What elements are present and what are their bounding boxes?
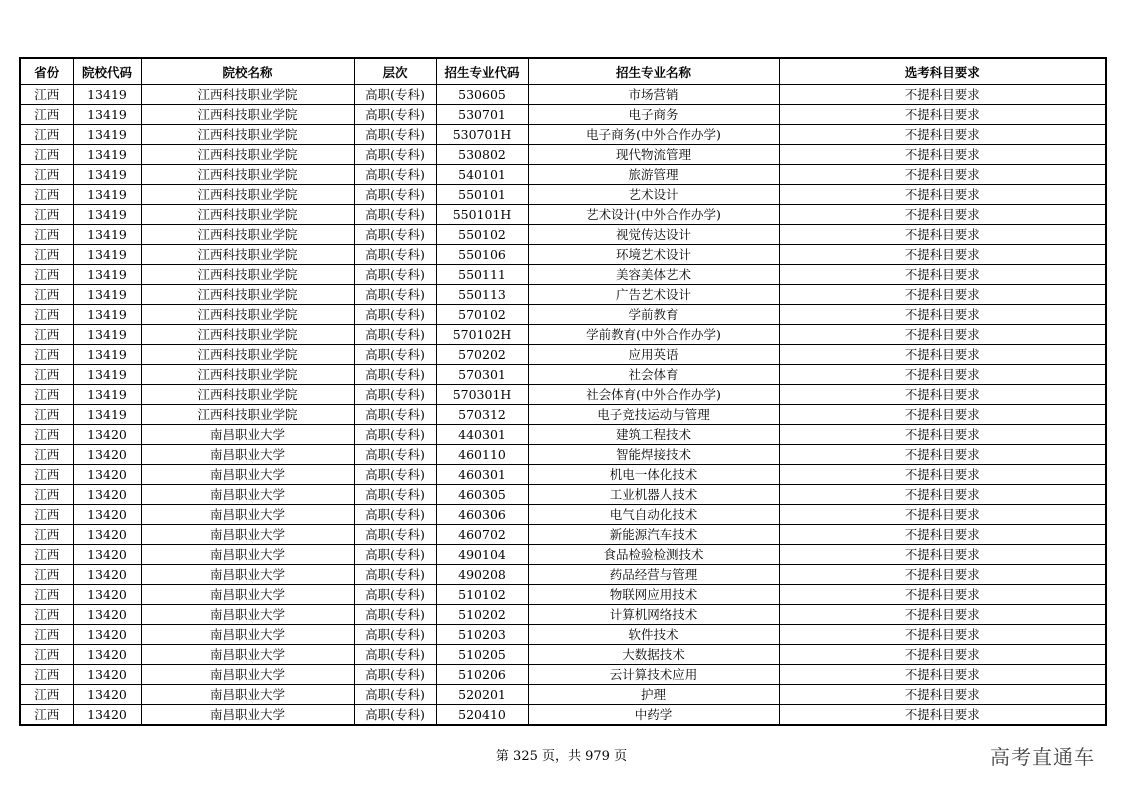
- page-number: 第 325 页，共 979 页: [495, 749, 628, 764]
- cell-school-name: 江西科技职业学院: [141, 245, 354, 265]
- cell-major-code: 550101H: [436, 205, 528, 225]
- table-row: [20, 605, 1106, 625]
- cell-school-code: 13420: [73, 525, 141, 545]
- table-row: [20, 165, 1106, 185]
- cell-major-code: 460110: [436, 445, 528, 465]
- cell-province: 江西: [20, 465, 73, 485]
- cell-province: 江西: [20, 485, 73, 505]
- cell-level: 高职(专科): [354, 565, 436, 585]
- cell-major-name: 中药学: [528, 705, 779, 726]
- cell-major-code: 550101: [436, 185, 528, 205]
- cell-subject-requirement: 不提科目要求: [779, 285, 1106, 305]
- header-province: 省份: [20, 58, 73, 85]
- cell-major-code: 530701: [436, 105, 528, 125]
- cell-major-code: 510202: [436, 605, 528, 625]
- cell-subject-requirement: 不提科目要求: [779, 105, 1106, 125]
- cell-school-name: 江西科技职业学院: [141, 165, 354, 185]
- cell-major-code: 550113: [436, 285, 528, 305]
- cell-school-name: 江西科技职业学院: [141, 365, 354, 385]
- cell-major-code: 570102: [436, 305, 528, 325]
- cell-major-code: 570102H: [436, 325, 528, 345]
- cell-province: 江西: [20, 245, 73, 265]
- table-row: [20, 585, 1106, 605]
- cell-province: 江西: [20, 345, 73, 365]
- cell-major-code: 570312: [436, 405, 528, 425]
- cell-school-name: 江西科技职业学院: [141, 405, 354, 425]
- cell-major-code: 440301: [436, 425, 528, 445]
- cell-level: 高职(专科): [354, 265, 436, 285]
- cell-province: 江西: [20, 85, 73, 105]
- cell-level: 高职(专科): [354, 645, 436, 665]
- table-row: [20, 345, 1106, 365]
- cell-level: 高职(专科): [354, 445, 436, 465]
- cell-major-name: 现代物流管理: [528, 145, 779, 165]
- cell-level: 高职(专科): [354, 545, 436, 565]
- cell-subject-requirement: 不提科目要求: [779, 585, 1106, 605]
- cell-major-name: 新能源汽车技术: [528, 525, 779, 545]
- cell-major-name: 工业机器人技术: [528, 485, 779, 505]
- cell-province: 江西: [20, 105, 73, 125]
- cell-major-name: 计算机网络技术: [528, 605, 779, 625]
- cell-province: 江西: [20, 225, 73, 245]
- cell-school-code: 13420: [73, 465, 141, 485]
- cell-province: 江西: [20, 545, 73, 565]
- cell-school-name: 江西科技职业学院: [141, 325, 354, 345]
- cell-subject-requirement: 不提科目要求: [779, 365, 1106, 385]
- header-level: 层次: [354, 58, 436, 85]
- cell-level: 高职(专科): [354, 705, 436, 726]
- cell-province: 江西: [20, 565, 73, 585]
- cell-province: 江西: [20, 265, 73, 285]
- table-row: [20, 85, 1106, 105]
- cell-subject-requirement: 不提科目要求: [779, 465, 1106, 485]
- cell-level: 高职(专科): [354, 485, 436, 505]
- cell-major-code: 510102: [436, 585, 528, 605]
- cell-school-name: 江西科技职业学院: [141, 385, 354, 405]
- cell-level: 高职(专科): [354, 225, 436, 245]
- cell-level: 高职(专科): [354, 285, 436, 305]
- cell-major-name: 市场营销: [528, 85, 779, 105]
- cell-level: 高职(专科): [354, 625, 436, 645]
- cell-major-code: 520201: [436, 685, 528, 705]
- table-row: [20, 525, 1106, 545]
- cell-province: 江西: [20, 365, 73, 385]
- cell-subject-requirement: 不提科目要求: [779, 165, 1106, 185]
- cell-school-code: 13419: [73, 305, 141, 325]
- cell-school-code: 13420: [73, 625, 141, 645]
- cell-major-name: 电子商务(中外合作办学): [528, 125, 779, 145]
- cell-major-code: 570301H: [436, 385, 528, 405]
- cell-province: 江西: [20, 705, 73, 726]
- cell-subject-requirement: 不提科目要求: [779, 265, 1106, 285]
- cell-level: 高职(专科): [354, 505, 436, 525]
- cell-major-code: 550111: [436, 265, 528, 285]
- cell-level: 高职(专科): [354, 125, 436, 145]
- cell-level: 高职(专科): [354, 665, 436, 685]
- cell-province: 江西: [20, 645, 73, 665]
- cell-subject-requirement: 不提科目要求: [779, 85, 1106, 105]
- cell-school-code: 13420: [73, 445, 141, 465]
- table-row: [20, 305, 1106, 325]
- cell-school-name: 南昌职业大学: [141, 545, 354, 565]
- cell-school-name: 南昌职业大学: [141, 705, 354, 726]
- cell-school-code: 13420: [73, 485, 141, 505]
- cell-school-code: 13420: [73, 605, 141, 625]
- cell-major-name: 电气自动化技术: [528, 505, 779, 525]
- cell-major-code: 510206: [436, 665, 528, 685]
- cell-major-name: 学前教育(中外合作办学): [528, 325, 779, 345]
- cell-school-code: 13420: [73, 505, 141, 525]
- cell-major-name: 电子竞技运动与管理: [528, 405, 779, 425]
- cell-school-code: 13419: [73, 405, 141, 425]
- cell-school-name: 南昌职业大学: [141, 665, 354, 685]
- table-row: [20, 425, 1106, 445]
- table-row: [20, 445, 1106, 465]
- cell-major-name: 美容美体艺术: [528, 265, 779, 285]
- header-subject-requirement: 选考科目要求: [779, 58, 1106, 85]
- cell-province: 江西: [20, 385, 73, 405]
- cell-major-code: 490104: [436, 545, 528, 565]
- cell-level: 高职(专科): [354, 205, 436, 225]
- cell-major-name: 软件技术: [528, 625, 779, 645]
- cell-subject-requirement: 不提科目要求: [779, 125, 1106, 145]
- cell-major-name: 学前教育: [528, 305, 779, 325]
- cell-major-name: 社会体育(中外合作办学): [528, 385, 779, 405]
- cell-major-code: 510205: [436, 645, 528, 665]
- cell-major-name: 药品经营与管理: [528, 565, 779, 585]
- header-major-code: 招生专业代码: [436, 58, 528, 85]
- cell-school-name: 江西科技职业学院: [141, 285, 354, 305]
- cell-major-code: 530802: [436, 145, 528, 165]
- cell-subject-requirement: 不提科目要求: [779, 645, 1106, 665]
- cell-school-name: 南昌职业大学: [141, 525, 354, 545]
- cell-subject-requirement: 不提科目要求: [779, 505, 1106, 525]
- cell-school-code: 13419: [73, 365, 141, 385]
- cell-major-name: 护理: [528, 685, 779, 705]
- cell-school-code: 13419: [73, 185, 141, 205]
- cell-major-name: 智能焊接技术: [528, 445, 779, 465]
- cell-major-code: 550106: [436, 245, 528, 265]
- cell-school-code: 13419: [73, 385, 141, 405]
- cell-school-name: 南昌职业大学: [141, 465, 354, 485]
- cell-major-name: 应用英语: [528, 345, 779, 365]
- cell-school-name: 南昌职业大学: [141, 685, 354, 705]
- cell-subject-requirement: 不提科目要求: [779, 665, 1106, 685]
- table-row: [20, 485, 1106, 505]
- cell-major-code: 460301: [436, 465, 528, 485]
- table-row: [20, 665, 1106, 685]
- cell-major-code: 460306: [436, 505, 528, 525]
- cell-major-name: 艺术设计: [528, 185, 779, 205]
- cell-major-name: 物联网应用技术: [528, 585, 779, 605]
- cell-level: 高职(专科): [354, 345, 436, 365]
- cell-level: 高职(专科): [354, 585, 436, 605]
- table-row: [20, 125, 1106, 145]
- cell-major-code: 520410: [436, 705, 528, 726]
- cell-subject-requirement: 不提科目要求: [779, 405, 1106, 425]
- cell-school-name: 江西科技职业学院: [141, 205, 354, 225]
- table-row: [20, 505, 1106, 525]
- cell-major-name: 大数据技术: [528, 645, 779, 665]
- cell-province: 江西: [20, 665, 73, 685]
- cell-province: 江西: [20, 165, 73, 185]
- cell-level: 高职(专科): [354, 165, 436, 185]
- table-row: [20, 325, 1106, 345]
- cell-subject-requirement: 不提科目要求: [779, 525, 1106, 545]
- cell-major-name: 视觉传达设计: [528, 225, 779, 245]
- cell-major-name: 艺术设计(中外合作办学): [528, 205, 779, 225]
- cell-major-name: 食品检验检测技术: [528, 545, 779, 565]
- cell-school-name: 南昌职业大学: [141, 445, 354, 465]
- cell-level: 高职(专科): [354, 85, 436, 105]
- table-row: [20, 685, 1106, 705]
- cell-school-name: 江西科技职业学院: [141, 105, 354, 125]
- cell-major-name: 广告艺术设计: [528, 285, 779, 305]
- cell-level: 高职(专科): [354, 245, 436, 265]
- table-row: [20, 245, 1106, 265]
- cell-school-name: 南昌职业大学: [141, 625, 354, 645]
- cell-level: 高职(专科): [354, 685, 436, 705]
- cell-school-name: 江西科技职业学院: [141, 345, 354, 365]
- cell-major-code: 530605: [436, 85, 528, 105]
- cell-school-name: 南昌职业大学: [141, 505, 354, 525]
- cell-province: 江西: [20, 205, 73, 225]
- cell-subject-requirement: 不提科目要求: [779, 185, 1106, 205]
- table-row: [20, 185, 1106, 205]
- header-major-name: 招生专业名称: [528, 58, 779, 85]
- cell-school-code: 13419: [73, 285, 141, 305]
- cell-major-name: 社会体育: [528, 365, 779, 385]
- cell-major-code: 570202: [436, 345, 528, 365]
- cell-major-code: 510203: [436, 625, 528, 645]
- cell-major-code: 460305: [436, 485, 528, 505]
- cell-school-name: 江西科技职业学院: [141, 145, 354, 165]
- cell-subject-requirement: 不提科目要求: [779, 345, 1106, 365]
- table-row: [20, 205, 1106, 225]
- cell-province: 江西: [20, 285, 73, 305]
- table-row: [20, 265, 1106, 285]
- table-row: [20, 285, 1106, 305]
- cell-province: 江西: [20, 405, 73, 425]
- cell-school-name: 江西科技职业学院: [141, 185, 354, 205]
- cell-school-code: 13419: [73, 225, 141, 245]
- cell-level: 高职(专科): [354, 105, 436, 125]
- cell-major-name: 电子商务: [528, 105, 779, 125]
- cell-school-name: 南昌职业大学: [141, 485, 354, 505]
- cell-school-code: 13419: [73, 105, 141, 125]
- cell-subject-requirement: 不提科目要求: [779, 705, 1106, 726]
- cell-school-name: 江西科技职业学院: [141, 125, 354, 145]
- cell-level: 高职(专科): [354, 465, 436, 485]
- cell-school-name: 南昌职业大学: [141, 565, 354, 585]
- table-row: [20, 405, 1106, 425]
- cell-school-name: 江西科技职业学院: [141, 305, 354, 325]
- cell-major-name: 建筑工程技术: [528, 425, 779, 445]
- cell-province: 江西: [20, 325, 73, 345]
- cell-school-code: 13420: [73, 665, 141, 685]
- cell-major-name: 云计算技术应用: [528, 665, 779, 685]
- cell-level: 高职(专科): [354, 185, 436, 205]
- cell-province: 江西: [20, 625, 73, 645]
- cell-province: 江西: [20, 305, 73, 325]
- header-school-code: 院校代码: [73, 58, 141, 85]
- cell-level: 高职(专科): [354, 425, 436, 445]
- cell-school-name: 江西科技职业学院: [141, 265, 354, 285]
- cell-major-code: 460702: [436, 525, 528, 545]
- table-header-row: [20, 58, 1106, 85]
- table-row: [20, 385, 1106, 405]
- cell-province: 江西: [20, 585, 73, 605]
- cell-school-name: 南昌职业大学: [141, 605, 354, 625]
- cell-level: 高职(专科): [354, 405, 436, 425]
- cell-school-code: 13420: [73, 545, 141, 565]
- cell-subject-requirement: 不提科目要求: [779, 565, 1106, 585]
- cell-school-code: 13419: [73, 325, 141, 345]
- cell-major-code: 570301: [436, 365, 528, 385]
- cell-major-code: 540101: [436, 165, 528, 185]
- cell-province: 江西: [20, 605, 73, 625]
- cell-school-code: 13419: [73, 85, 141, 105]
- cell-school-code: 13420: [73, 645, 141, 665]
- table-row: [20, 705, 1106, 726]
- cell-school-code: 13420: [73, 705, 141, 726]
- cell-subject-requirement: 不提科目要求: [779, 205, 1106, 225]
- header-school-name: 院校名称: [141, 58, 354, 85]
- table-row: [20, 565, 1106, 585]
- cell-subject-requirement: 不提科目要求: [779, 325, 1106, 345]
- table-row: [20, 105, 1106, 125]
- cell-subject-requirement: 不提科目要求: [779, 425, 1106, 445]
- cell-major-code: 550102: [436, 225, 528, 245]
- cell-school-code: 13419: [73, 265, 141, 285]
- cell-level: 高职(专科): [354, 385, 436, 405]
- cell-major-code: 530701H: [436, 125, 528, 145]
- cell-school-name: 南昌职业大学: [141, 585, 354, 605]
- cell-school-code: 13420: [73, 685, 141, 705]
- cell-major-name: 环境艺术设计: [528, 245, 779, 265]
- cell-province: 江西: [20, 505, 73, 525]
- cell-school-name: 江西科技职业学院: [141, 85, 354, 105]
- cell-school-code: 13420: [73, 565, 141, 585]
- cell-school-code: 13419: [73, 145, 141, 165]
- cell-subject-requirement: 不提科目要求: [779, 485, 1106, 505]
- cell-subject-requirement: 不提科目要求: [779, 145, 1106, 165]
- cell-school-code: 13419: [73, 165, 141, 185]
- cell-school-code: 13419: [73, 345, 141, 365]
- cell-school-name: 南昌职业大学: [141, 425, 354, 445]
- table-row: [20, 625, 1106, 645]
- table-row: [20, 465, 1106, 485]
- cell-subject-requirement: 不提科目要求: [779, 445, 1106, 465]
- cell-province: 江西: [20, 685, 73, 705]
- cell-level: 高职(专科): [354, 605, 436, 625]
- cell-school-code: 13419: [73, 245, 141, 265]
- table-row: [20, 545, 1106, 565]
- cell-school-code: 13420: [73, 585, 141, 605]
- table-row: [20, 145, 1106, 165]
- cell-level: 高职(专科): [354, 305, 436, 325]
- table-row: [20, 225, 1106, 245]
- cell-province: 江西: [20, 445, 73, 465]
- cell-subject-requirement: 不提科目要求: [779, 245, 1106, 265]
- cell-subject-requirement: 不提科目要求: [779, 545, 1106, 565]
- cell-province: 江西: [20, 185, 73, 205]
- admission-table: [19, 57, 1107, 726]
- cell-province: 江西: [20, 425, 73, 445]
- cell-subject-requirement: 不提科目要求: [779, 685, 1106, 705]
- cell-major-code: 490208: [436, 565, 528, 585]
- cell-level: 高职(专科): [354, 525, 436, 545]
- cell-province: 江西: [20, 145, 73, 165]
- cell-subject-requirement: 不提科目要求: [779, 225, 1106, 245]
- cell-major-name: 旅游管理: [528, 165, 779, 185]
- cell-major-name: 机电一体化技术: [528, 465, 779, 485]
- cell-level: 高职(专科): [354, 365, 436, 385]
- cell-school-name: 江西科技职业学院: [141, 225, 354, 245]
- table-row: [20, 365, 1106, 385]
- cell-level: 高职(专科): [354, 145, 436, 165]
- cell-subject-requirement: 不提科目要求: [779, 605, 1106, 625]
- cell-level: 高职(专科): [354, 325, 436, 345]
- cell-subject-requirement: 不提科目要求: [779, 625, 1106, 645]
- cell-subject-requirement: 不提科目要求: [779, 305, 1106, 325]
- cell-school-code: 13419: [73, 125, 141, 145]
- cell-subject-requirement: 不提科目要求: [779, 385, 1106, 405]
- cell-province: 江西: [20, 125, 73, 145]
- cell-province: 江西: [20, 525, 73, 545]
- cell-school-code: 13420: [73, 425, 141, 445]
- cell-school-name: 南昌职业大学: [141, 645, 354, 665]
- cell-school-code: 13419: [73, 205, 141, 225]
- table-row: [20, 645, 1106, 665]
- watermark-logo: 高考直通车: [990, 745, 1095, 769]
